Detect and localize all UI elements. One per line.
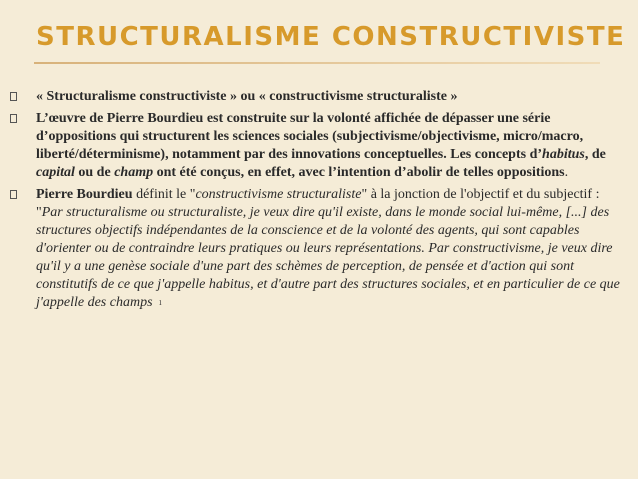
bullet-text-part1: L’œuvre de Pierre Bourdieu est construite sur la volonté affichée de dépasser une série d’oppositions qui structurent les sciences sociales (subjectivisme/objectivisme, micro/macro, liberté/déterminisme), notamment par des innovations conceptuelles. Les concepts d’ bbox=[36, 111, 584, 162]
bullet-item-2 bbox=[10, 110, 620, 182]
term-constructivisme: constructivisme structuraliste bbox=[195, 187, 362, 202]
bourdieu-quote: Par structuralisme ou structuraliste, je veux dire qu'il existe, dans le monde social lui-même, [...] des structures objectifs indépendantes de la conscience et de la volonté des agents, qui sont capables d'orienter ou de contraindre leurs pratiques ou leurs représentations. Par constructivisme, je veux dire qu'il y a une genèse sociale d'une part des schèmes de perception, de pensée et d'action qui sont constitutifs de ce que j'appelle habitus, et d'autre part des structures sociales, et en particulier de ce que j'appelle des champs bbox=[36, 205, 620, 310]
intro-text-2: " à la jonction de l'objectif et du subjectif : " bbox=[36, 187, 600, 220]
term-champ: champ bbox=[114, 165, 154, 180]
period: . bbox=[564, 165, 569, 180]
footnote-marker: 1 bbox=[158, 299, 163, 307]
separator-2: ou de bbox=[74, 165, 115, 180]
bullet-marker-icon bbox=[10, 92, 17, 101]
bullet-item-3 bbox=[10, 186, 620, 312]
bullet-text: « Structuralisme constructiviste » ou « constructivisme structuraliste » bbox=[36, 89, 458, 104]
slide-title: STRUCTURALISME CONSTRUCTIVISTE bbox=[36, 22, 626, 52]
term-capital: capital bbox=[36, 165, 75, 180]
bullet-item-1 bbox=[10, 88, 620, 106]
title-divider bbox=[34, 62, 600, 64]
separator-1: , de bbox=[584, 147, 606, 162]
bullet-marker-icon bbox=[10, 190, 17, 199]
bullet-text-part2: ont été conçus, en effet, avec l’intention d’abolir de telles oppositions bbox=[153, 165, 565, 180]
term-habitus: habitus bbox=[542, 147, 585, 162]
intro-text-1: définit le " bbox=[132, 187, 196, 202]
author-name: Pierre Bourdieu bbox=[36, 187, 133, 202]
bullet-marker-icon bbox=[10, 114, 17, 123]
bullet-list bbox=[10, 88, 620, 312]
